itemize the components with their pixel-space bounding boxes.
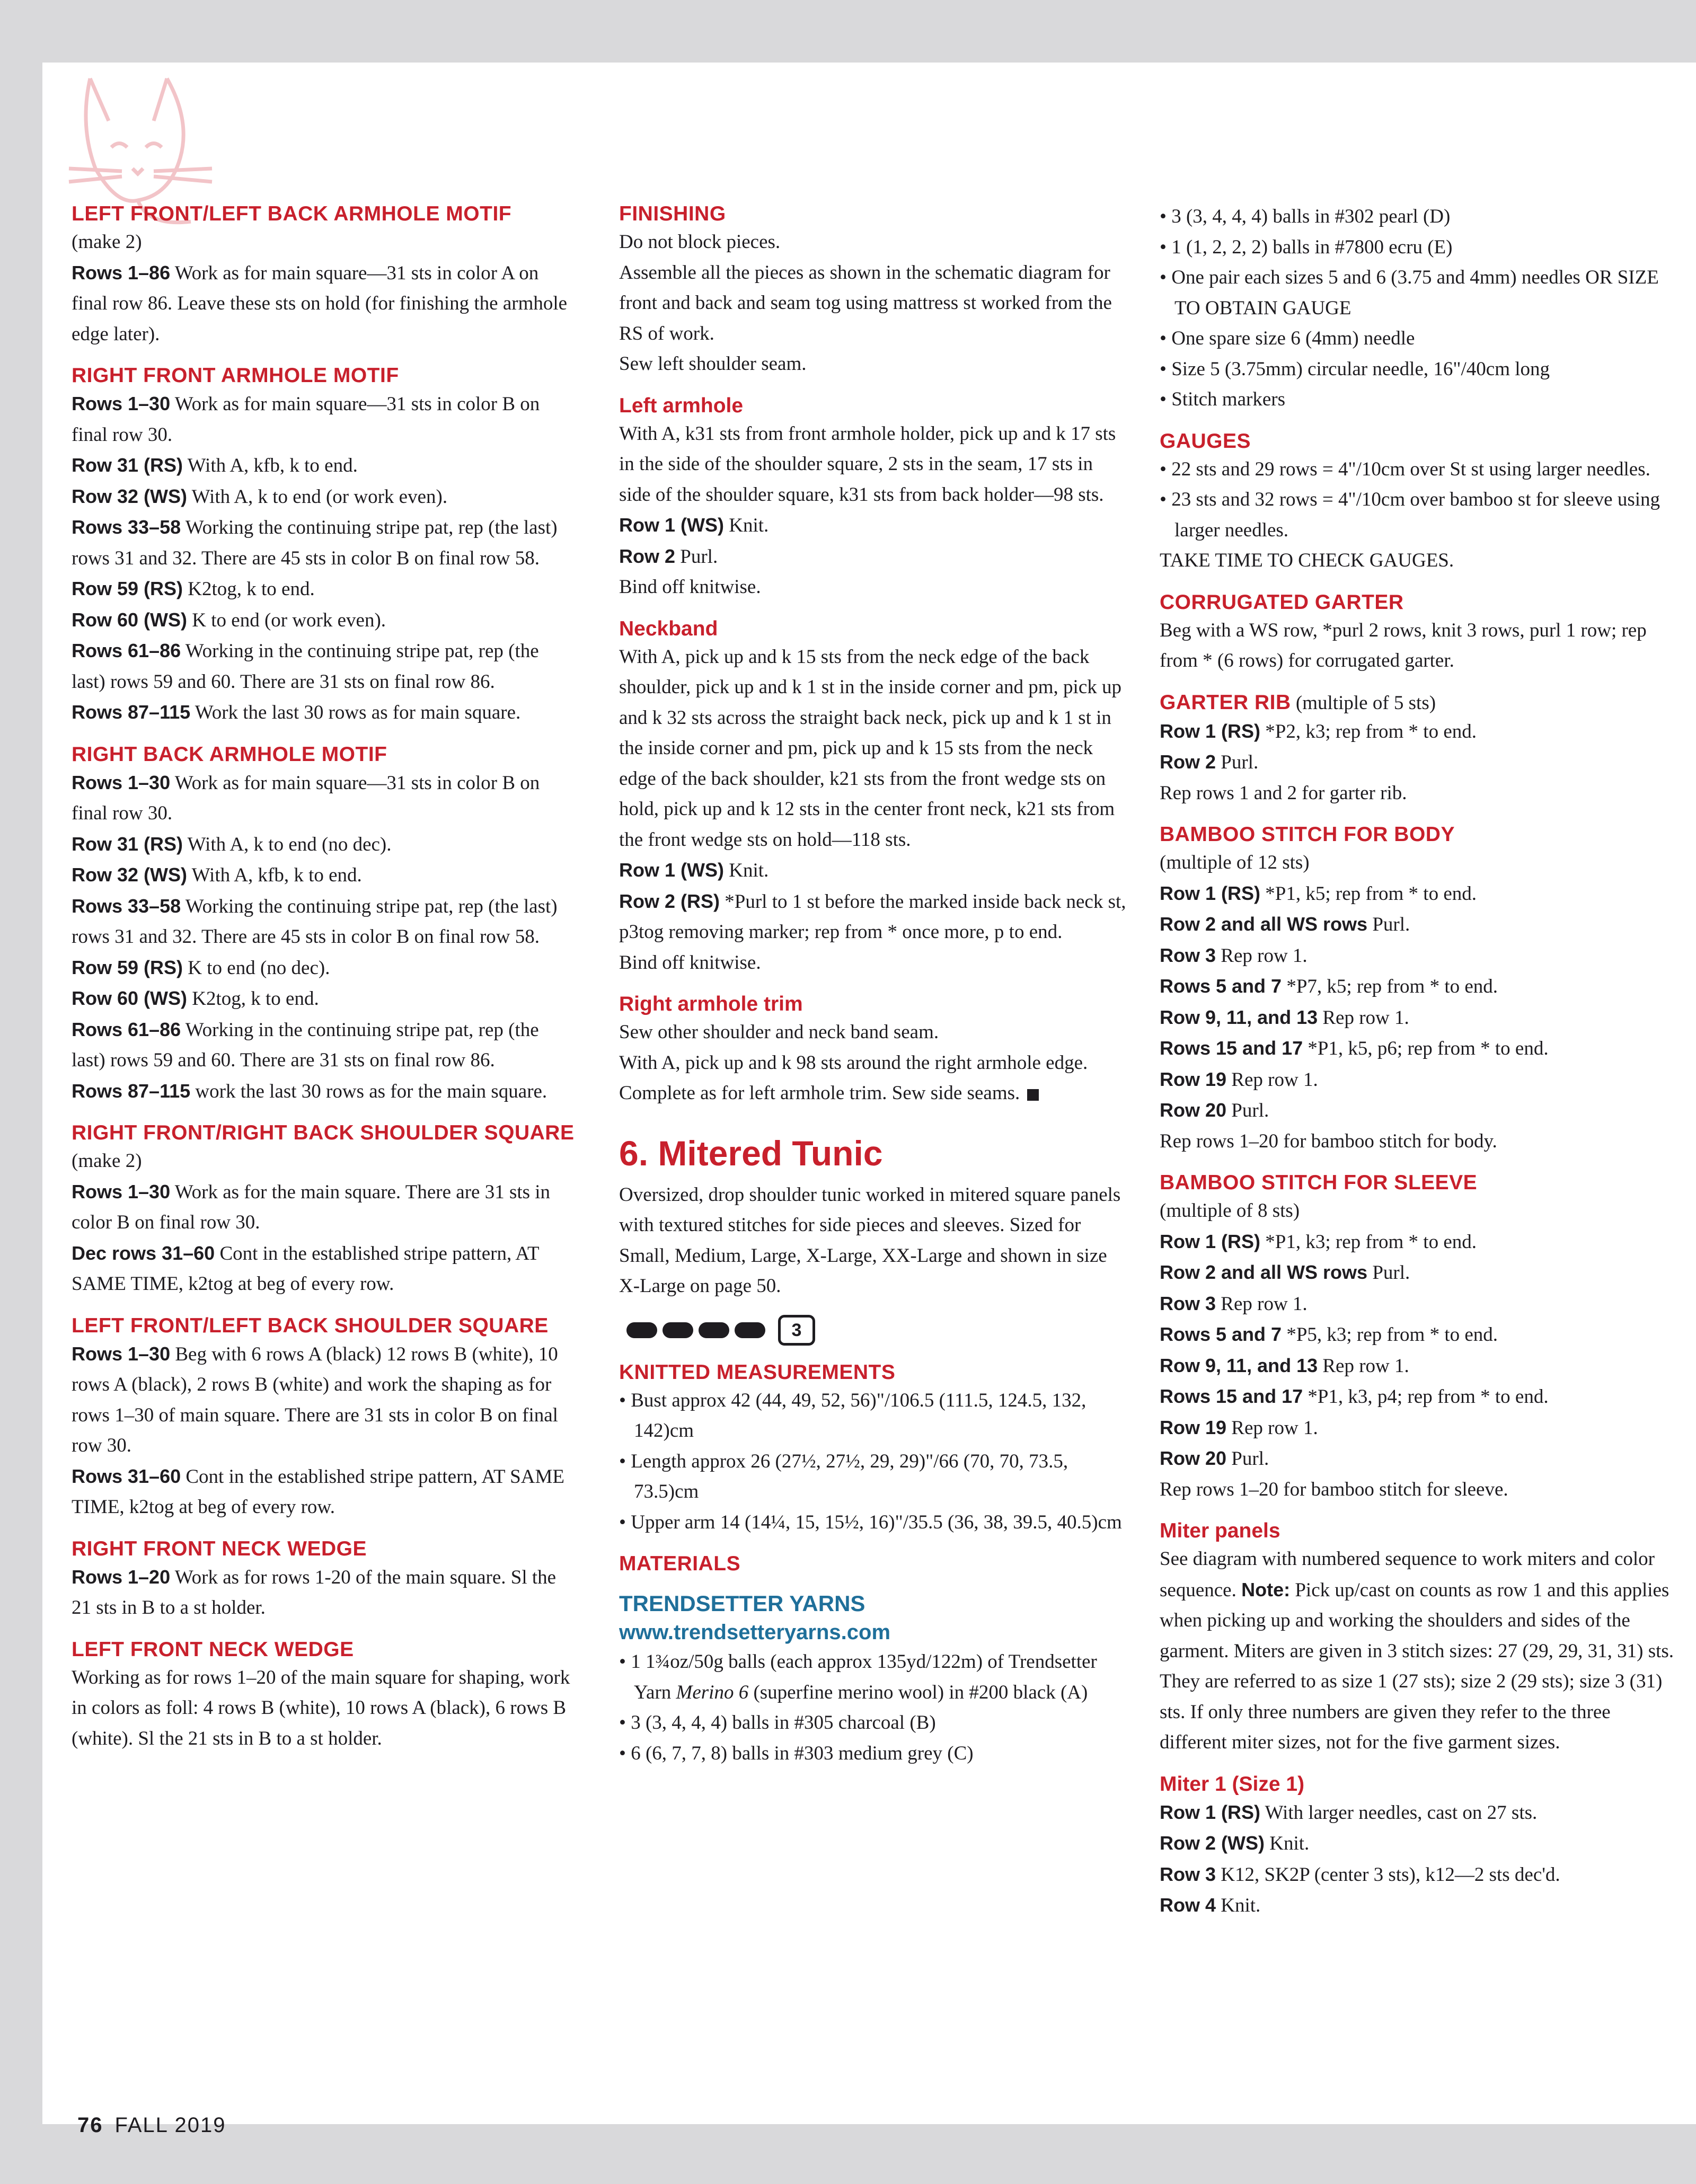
instruction-row: Dec rows 31–60 Cont in the established stripe pattern, AT SAME TIME, k2tog at beg of every row. — [72, 1242, 539, 1295]
end-mark-icon — [1027, 1089, 1039, 1101]
instruction-row: Row 1 (RS) *P1, k3; rep from * to end. — [1160, 1230, 1477, 1253]
instruction-row: Row 31 (RS) With A, kfb, k to end. — [72, 454, 358, 476]
instruction-row: Rows 15 and 17 *P1, k5, p6; rep from * to end. — [1160, 1037, 1549, 1059]
instruction-row: Rows 1–30 Work as for main square—31 sts in color B on final row 30. — [72, 393, 540, 446]
instruction-text: Bind off knitwise. — [619, 951, 761, 974]
list-item: • Size 5 (3.75mm) circular needle, 16"/40cm long — [1160, 358, 1550, 380]
column-1 — [72, 201, 575, 1754]
section-heading: LEFT FRONT NECK WEDGE — [72, 1638, 354, 1661]
instruction-text: Sew other shoulder and neck band seam. — [619, 1021, 939, 1043]
subsection-heading: Right armhole trim — [619, 993, 803, 1015]
instruction-row: Row 2 (WS) Knit. — [1160, 1832, 1310, 1854]
section-heading: CORRUGATED GARTER — [1160, 590, 1404, 614]
instruction-row: Rows 87–115 work the last 30 rows as for the main square. — [72, 1080, 547, 1102]
instruction-row: Row 60 (WS) K to end (or work even). — [72, 608, 386, 631]
subsection-heading: Neckband — [619, 617, 718, 640]
brand-url[interactable]: www.trendsetteryarns.com — [619, 1621, 891, 1644]
instruction-text: Working as for rows 1–20 of the main square for shaping, work in colors as foll: 4 rows B (white), 10 rows A (black), 6 rows B (white). Sl the 21 sts in B to a st holder. — [72, 1666, 570, 1749]
project-title: 6. Mitered Tunic — [619, 1133, 883, 1173]
yarn-weight-badge: 3 — [778, 1315, 815, 1346]
instruction-row: Row 1 (RS) With larger needles, cast on 27 sts. — [1160, 1801, 1538, 1824]
instruction-text: Rep rows 1–20 for bamboo stitch for body. — [1160, 1130, 1497, 1152]
note: (multiple of 8 sts) — [1160, 1200, 1300, 1222]
skill-bar-icon — [735, 1322, 765, 1338]
page-footer — [77, 2114, 226, 2137]
subsection-heading: Left armhole — [619, 394, 744, 417]
instruction-row: Rows 31–60 Cont in the established stripe pattern, AT SAME TIME, k2tog at beg of every row. — [72, 1465, 564, 1518]
instruction-text: With A, pick up and k 15 sts from the neck edge of the back shoulder, pick up and k 1 st in the inside corner and pm, pick up and k 32 sts across the straight back neck, pick up and k 1 st in the inside corner and pm, pick up and k 15 sts from the neck edge of the back shoulder, k21 sts from the front wedge sts on hold, pick up and k 12 sts in the center front neck, k21 sts from the front wedge sts on hold—118 sts. — [619, 646, 1121, 851]
note: (make 2) — [72, 231, 142, 253]
instruction-row: Row 3 Rep row 1. — [1160, 944, 1308, 967]
note: (multiple of 12 sts) — [1160, 852, 1310, 873]
column-3 — [1160, 201, 1682, 1921]
project-intro: Oversized, drop shoulder tunic worked in mitered square panels with textured stitches for side pieces and sleeves. Sized for Small, Medium, Large, X-Large, XX-Large and shown in size X-Large on page 50. — [619, 1183, 1121, 1297]
list-item: • One pair each sizes 5 and 6 (3.75 and 4mm) needles OR SIZE TO OBTAIN GAUGE — [1160, 267, 1659, 319]
instruction-text: Beg with a WS row, *purl 2 rows, knit 3 rows, purl 1 row; rep from * (6 rows) for corrugated garter. — [1160, 619, 1647, 671]
instruction-row: Row 1 (RS) *P1, k5; rep from * to end. — [1160, 882, 1477, 905]
skill-bar-icon — [626, 1322, 657, 1338]
instruction-row: Row 2 Purl. — [619, 545, 718, 568]
issue-label: FALL 2019 — [114, 2114, 226, 2137]
instruction-row: Row 1 (WS) Knit. — [619, 514, 769, 536]
list-item: • Upper arm 14 (14¼, 15, 15½, 16)"/35.5 (36, 38, 39.5, 40.5)cm — [619, 1511, 1122, 1533]
section-heading: RIGHT FRONT NECK WEDGE — [72, 1537, 367, 1560]
instruction-row: Rows 1–30 Work as for the main square. There are 31 sts in color B on final row 30. — [72, 1180, 551, 1233]
instruction-text: Bind off knitwise. — [619, 576, 761, 598]
magazine-page — [42, 63, 1696, 2137]
instruction-row: Rows 5 and 7 *P7, k5; rep from * to end. — [1160, 975, 1498, 997]
instruction-row: Row 60 (WS) K2tog, k to end. — [72, 987, 319, 1010]
skill-level-indicator — [626, 1314, 1128, 1346]
instruction-text: With A, pick up and k 98 sts around the right armhole edge. Complete as for left armhole trim. Sew side seams. — [619, 1051, 1088, 1104]
instruction-row: Rows 33–58 Working the continuing stripe pat, rep (the last) rows 31 and 32. There are 45 sts in color B on final row 58. — [72, 895, 558, 948]
instruction-row: Rows 1–30 Work as for main square—31 sts in color B on final row 30. — [72, 771, 540, 824]
list-item: • Bust approx 42 (44, 49, 52, 56)"/106.5 (111.5, 124.5, 132, 142)cm — [619, 1389, 1086, 1442]
instruction-row: Rows 5 and 7 *P5, k3; rep from * to end. — [1160, 1323, 1498, 1346]
instruction-row: Rows 33–58 Working the continuing stripe pat, rep (the last) rows 31 and 32. There are 45 sts in color B on final row 58. — [72, 516, 558, 569]
instruction-row: Rows 1–20 Work as for rows 1-20 of the main square. Sl the 21 sts in B to a st holder. — [72, 1566, 556, 1619]
instruction-text: TAKE TIME TO CHECK GAUGES. — [1160, 550, 1454, 571]
instruction-text: Rep rows 1–20 for bamboo stitch for sleeve. — [1160, 1478, 1508, 1500]
section-heading: KNITTED MEASUREMENTS — [619, 1360, 896, 1384]
section-heading: MATERIALS — [619, 1552, 741, 1575]
instruction-text: Do not block pieces. — [619, 231, 781, 253]
instruction-row: Row 9, 11, and 13 Rep row 1. — [1160, 1006, 1409, 1029]
brand-name: TRENDSETTER YARNS — [619, 1591, 865, 1616]
instruction-text: Sew left shoulder seam. — [619, 353, 807, 375]
section-heading: FINISHING — [619, 202, 726, 225]
page-number: 76 — [77, 2114, 103, 2137]
section-heading: GAUGES — [1160, 429, 1251, 453]
instruction-row: Row 9, 11, and 13 Rep row 1. — [1160, 1354, 1409, 1377]
instruction-row: Row 2 Purl. — [1160, 751, 1259, 773]
instruction-row: Row 4 Knit. — [1160, 1894, 1261, 1916]
column-2 — [619, 201, 1128, 1769]
instruction-row: Row 2 and all WS rows Purl. — [1160, 913, 1410, 935]
instruction-row: Rows 15 and 17 *P1, k3, p4; rep from * to end. — [1160, 1385, 1549, 1408]
list-item: • Length approx 26 (27½, 27½, 29, 29)"/66 (70, 70, 73.5, 73.5)cm — [619, 1450, 1068, 1502]
instruction-row: Row 2 (RS) *Purl to 1 st before the marked inside back neck st, p3tog removing marker; rep from * once more, p to end. — [619, 890, 1126, 943]
section-heading: LEFT FRONT/LEFT BACK ARMHOLE MOTIF — [72, 202, 512, 225]
instruction-row: Rows 87–115 Work the last 30 rows as for main square. — [72, 701, 521, 723]
instruction-row: Rows 1–86 Work as for main square—31 sts in color A on final row 86. Leave these sts on hold (for finishing the armhole edge later). — [72, 261, 568, 345]
instruction-row: Row 3 K12, SK2P (center 3 sts), k12—2 sts dec'd. — [1160, 1863, 1560, 1886]
instruction-row: Row 2 and all WS rows Purl. — [1160, 1261, 1410, 1284]
section-heading: RIGHT BACK ARMHOLE MOTIF — [72, 742, 387, 766]
section-heading: LEFT FRONT/LEFT BACK SHOULDER SQUARE — [72, 1314, 549, 1337]
instruction-row: Row 20 Purl. — [1160, 1099, 1269, 1121]
instruction-row: Row 19 Rep row 1. — [1160, 1416, 1318, 1439]
instruction-row: Row 31 (RS) With A, k to end (no dec). — [72, 833, 392, 855]
instruction-row: Row 1 (WS) Knit. — [619, 859, 769, 881]
instruction-row: Rows 61–86 Working in the continuing stripe pat, rep (the last) rows 59 and 60. There are 31 sts on final row 86. — [72, 1018, 539, 1071]
section-heading: BAMBOO STITCH FOR SLEEVE — [1160, 1171, 1478, 1194]
instruction-row: Row 20 Purl. — [1160, 1447, 1269, 1470]
list-item: • 23 sts and 32 rows = 4"/10cm over bamboo st for sleeve using larger needles. — [1160, 489, 1660, 541]
skill-bar-icon — [699, 1322, 729, 1338]
instruction-row: Rows 1–30 Beg with 6 rows A (black) 12 rows B (white), 10 rows A (black), 2 rows B (white) and work the shaping as for rows 1–30 of main square. There are 31 sts in color B on final row 30. — [72, 1342, 558, 1456]
subsection-heading: Miter panels — [1160, 1519, 1280, 1542]
instruction-text: With A, k31 sts from front armhole holder, pick up and k 17 sts in the side of the shoulder square, 2 sts in the seam, 17 sts in side of the shoulder square, k31 sts from back holder—98 sts. — [619, 422, 1116, 506]
instruction-row: Rows 61–86 Working in the continuing stripe pat, rep (the last) rows 59 and 60. There are 31 sts on final row 86. — [72, 640, 539, 693]
skill-bar-icon — [662, 1322, 693, 1338]
section-heading: BAMBOO STITCH FOR BODY — [1160, 823, 1455, 846]
instruction-row: Row 32 (WS) With A, k to end (or work even). — [72, 485, 448, 508]
instruction-text: Assemble all the pieces as shown in the schematic diagram for front and back and seam tog using mattress st worked from the RS of work. — [619, 261, 1112, 344]
instruction-row: Row 32 (WS) With A, kfb, k to end. — [72, 864, 362, 886]
instruction-text: See diagram with numbered sequence to work miters and color sequence. Note: Pick up/cast on counts as row 1 and this applies when picking up and working the shoulders and sides of the garment. Miters are given in 3 stitch sizes: 27 (29, 29, 31, 31) sts. They are referred to as size 1 (27 sts); size 2 (29 sts); size 3 (31) sts. If only three numbers are given they refer to the three different miter sizes, not for the five garment sizes. — [1160, 1548, 1674, 1753]
subsection-heading: Miter 1 (Size 1) — [1160, 1772, 1305, 1796]
section-heading: RIGHT FRONT/RIGHT BACK SHOULDER SQUARE — [72, 1121, 575, 1144]
list-item: • 22 sts and 29 rows = 4"/10cm over St st using larger needles. — [1160, 458, 1650, 480]
instruction-row: Row 1 (RS) *P2, k3; rep from * to end. — [1160, 720, 1477, 742]
instruction-row: Row 59 (RS) K2tog, k to end. — [72, 578, 315, 600]
list-item: • 1 (1, 2, 2, 2) balls in #7800 ecru (E) — [1160, 236, 1453, 258]
instruction-row: Row 19 Rep row 1. — [1160, 1068, 1318, 1091]
list-item: • 6 (6, 7, 7, 8) balls in #303 medium grey (C) — [619, 1742, 974, 1764]
list-item: • Stitch markers — [1160, 388, 1285, 410]
list-item: • One spare size 6 (4mm) needle — [1160, 328, 1415, 349]
note: (make 2) — [72, 1150, 142, 1172]
section-heading: RIGHT FRONT ARMHOLE MOTIF — [72, 364, 399, 387]
list-item: • 1 1¾oz/50g balls (each approx 135yd/122m) of Trendsetter Yarn Merino 6 (superfine merino wool) in #200 black (A) — [619, 1651, 1097, 1703]
list-item: • 3 (3, 4, 4, 4) balls in #302 pearl (D) — [1160, 206, 1451, 227]
section-heading: GARTER RIB (multiple of 5 sts) — [1160, 691, 1436, 714]
instruction-row: Row 3 Rep row 1. — [1160, 1292, 1308, 1315]
list-item: • 3 (3, 4, 4, 4) balls in #305 charcoal (B) — [619, 1712, 936, 1734]
instruction-text: Rep rows 1 and 2 for garter rib. — [1160, 782, 1407, 804]
instruction-row: Row 59 (RS) K to end (no dec). — [72, 956, 330, 979]
